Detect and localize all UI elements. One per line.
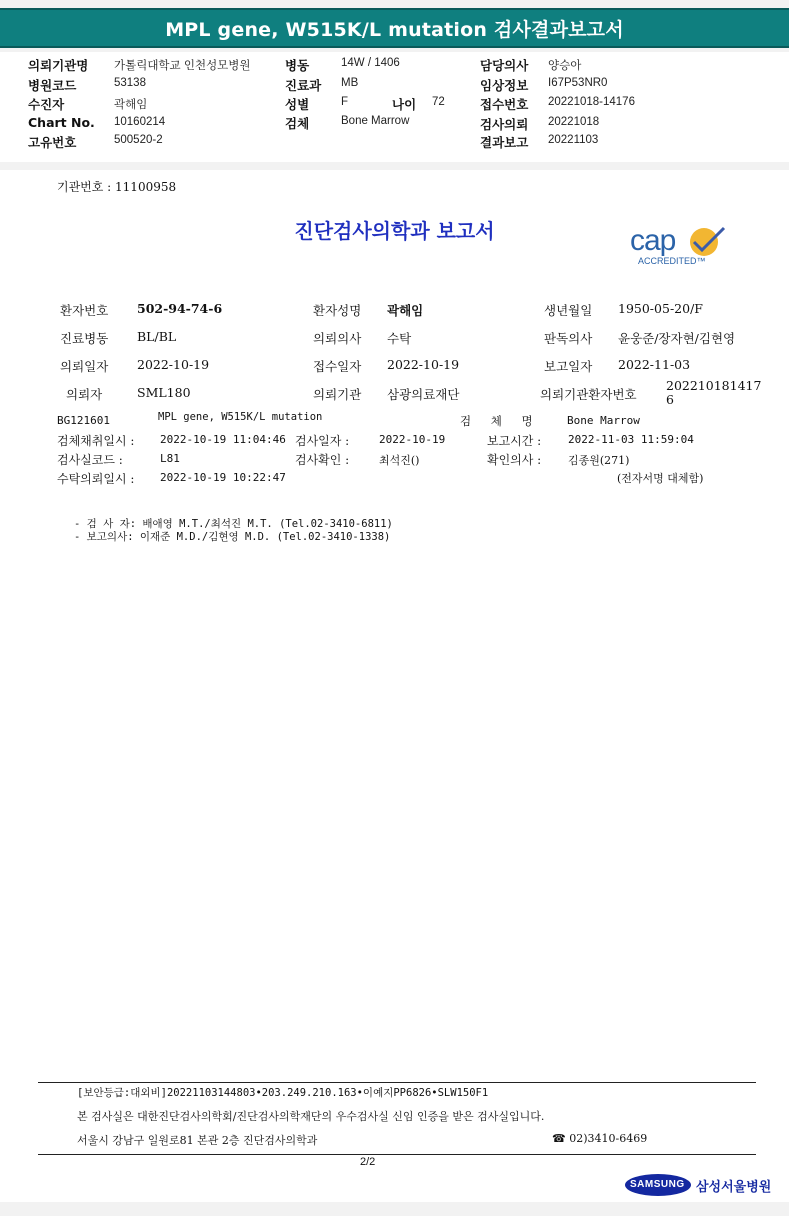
patient-value: 502-94-74-6 (137, 301, 223, 316)
lab-label: 검사실코드 : (57, 453, 123, 467)
specimen-value: Bone Marrow (567, 414, 640, 427)
patient-value: 수탁 (387, 331, 412, 346)
header-value: F (341, 96, 349, 108)
header-info-panel (0, 52, 789, 162)
confirmdoc-value: 김종원(271) (568, 454, 630, 467)
report-title-bar (0, 8, 789, 48)
footer-divider-top (38, 1082, 756, 1083)
header-label: 검사의뢰 (480, 117, 529, 132)
header-value: 양승아 (548, 60, 582, 72)
confirm-label: 검사확인 : (295, 453, 350, 467)
patient-label: 의뢰기관 (313, 387, 362, 402)
samsung-hospital-name: 삼성서울병원 (696, 1180, 772, 1195)
patient-label: 보고일자 (544, 359, 593, 374)
samsung-hospital-logo (624, 1173, 772, 1197)
cap-logo-subtext: ACCREDITED™ (638, 256, 706, 266)
page-number: 2/2 (360, 1156, 376, 1168)
patient-label: 환자성명 (313, 303, 362, 318)
reporttime-value: 2022-11-03 11:59:04 (568, 433, 694, 446)
esign-note: (전자서명 대체함) (617, 472, 704, 485)
header-value: I67P53NR0 (548, 77, 608, 89)
header-label: 병동 (285, 58, 310, 73)
header-label: Chart No. (28, 115, 95, 130)
patient-label: 생년월일 (544, 303, 593, 318)
header-value: 20221018-14176 (548, 96, 635, 108)
testdate-label: 검사일자 : (295, 434, 350, 448)
certification-note: 본 검사실은 대한진단검사의학회/진단검사의학재단의 우수검사실 신임 인증을 받은 검사실입니다. (77, 1110, 545, 1123)
confirm-value: 최석진() (379, 454, 420, 467)
header-value: Bone Marrow (341, 115, 410, 127)
patient-value: 1950-05-20/F (618, 301, 703, 316)
patient-value: 2022-10-19 (387, 357, 460, 372)
header-label: 고유번호 (28, 135, 77, 150)
header-value: 14W / 1406 (341, 57, 400, 69)
header-value: 53138 (114, 77, 146, 89)
header-value: 가톨릭대학교 인천성모병원 (114, 60, 251, 72)
header-label: 결과보고 (480, 135, 529, 150)
header-label: 병원코드 (28, 78, 77, 93)
report-section-title: 진단검사의학과 보고서 (294, 219, 495, 243)
cap-logo-text: cap (630, 224, 676, 257)
lab-phone: ☎ 02)3410-6469 (552, 1132, 648, 1145)
patient-value: 2022-11-03 (618, 357, 691, 372)
commission-value: 2022-10-19 10:22:47 (160, 471, 286, 484)
testdate-value: 2022-10-19 (379, 433, 446, 446)
header-label: 담당의사 (480, 58, 529, 73)
header-value: 20221018 (548, 116, 600, 128)
patient-value: 6 (666, 392, 674, 407)
test-name: MPL gene, W515K/L mutation (158, 411, 323, 423)
patient-label: 접수일자 (313, 359, 362, 374)
patient-label: 진료병동 (60, 331, 109, 346)
patient-value: 윤웅준/장자현/김현영 (618, 331, 736, 346)
report-main-title: MPL gene, W515K/L mutation 검사결과보고서 (165, 18, 624, 41)
report-page (0, 170, 789, 1202)
collect-value: 2022-10-19 11:04:46 (160, 433, 286, 446)
header-label-age: 나이 (392, 97, 417, 112)
patient-label: 환자번호 (60, 303, 109, 318)
patient-value: SML180 (137, 385, 191, 400)
commission-label: 수탁의뢰일시 : (57, 472, 135, 486)
header-value-age: 72 (432, 96, 445, 108)
header-value: MB (341, 77, 359, 89)
header-label: 성별 (285, 97, 310, 112)
header-label: 진료과 (285, 78, 322, 93)
confirmdoc-label: 확인의사 : (487, 453, 542, 467)
patient-value: 202210181417 (666, 378, 762, 393)
patient-value: 곽해임 (387, 303, 424, 318)
lab-address: 서울시 강남구 일원로81 본관 2층 진단검사의학과 (77, 1134, 318, 1147)
header-label: 수진자 (28, 97, 65, 112)
lab-value: L81 (160, 452, 180, 465)
reporttime-label: 보고시간 : (487, 434, 542, 448)
header-label: 임상정보 (480, 78, 529, 93)
institution-number: 기관번호 : 11100958 (57, 180, 177, 194)
patient-label: 의뢰자 (66, 387, 103, 402)
staff-line-tester: - 검 사 자: 배애영 M.T./최석진 M.T. (Tel.02-3410-6811) (74, 518, 393, 530)
header-label: 검체 (285, 116, 310, 131)
header-label: 의뢰기관명 (28, 58, 89, 73)
patient-value: BL/BL (137, 329, 177, 344)
header-value: 10160214 (114, 116, 166, 128)
cap-accredited-logo (628, 220, 738, 270)
header-label: 접수번호 (480, 97, 529, 112)
patient-label: 의뢰일자 (60, 359, 109, 374)
samsung-logo-text: SAMSUNG (630, 1179, 685, 1190)
header-value: 500520-2 (114, 134, 163, 146)
patient-label: 의뢰의사 (313, 331, 362, 346)
staff-line-doctor: - 보고의사: 이재준 M.D./김현영 M.D. (Tel.02-3410-1338) (74, 531, 391, 543)
patient-value: 삼광의료재단 (387, 387, 460, 402)
patient-label: 판독의사 (544, 331, 593, 346)
patient-value: 2022-10-19 (137, 357, 210, 372)
patient-label: 의뢰기관환자번호 (540, 387, 637, 402)
collect-label: 검체채취일시 : (57, 434, 135, 448)
security-line: [보안등급:대외비]20221103144803•203.249.210.163•이예지PP6826•SLW150F1 (77, 1087, 489, 1099)
header-value: 곽해임 (114, 99, 148, 111)
header-value: 20221103 (548, 134, 599, 146)
specimen-label: 검 체 명 (460, 414, 541, 428)
test-code: BG121601 (57, 414, 110, 427)
footer-divider-bottom (38, 1154, 756, 1155)
